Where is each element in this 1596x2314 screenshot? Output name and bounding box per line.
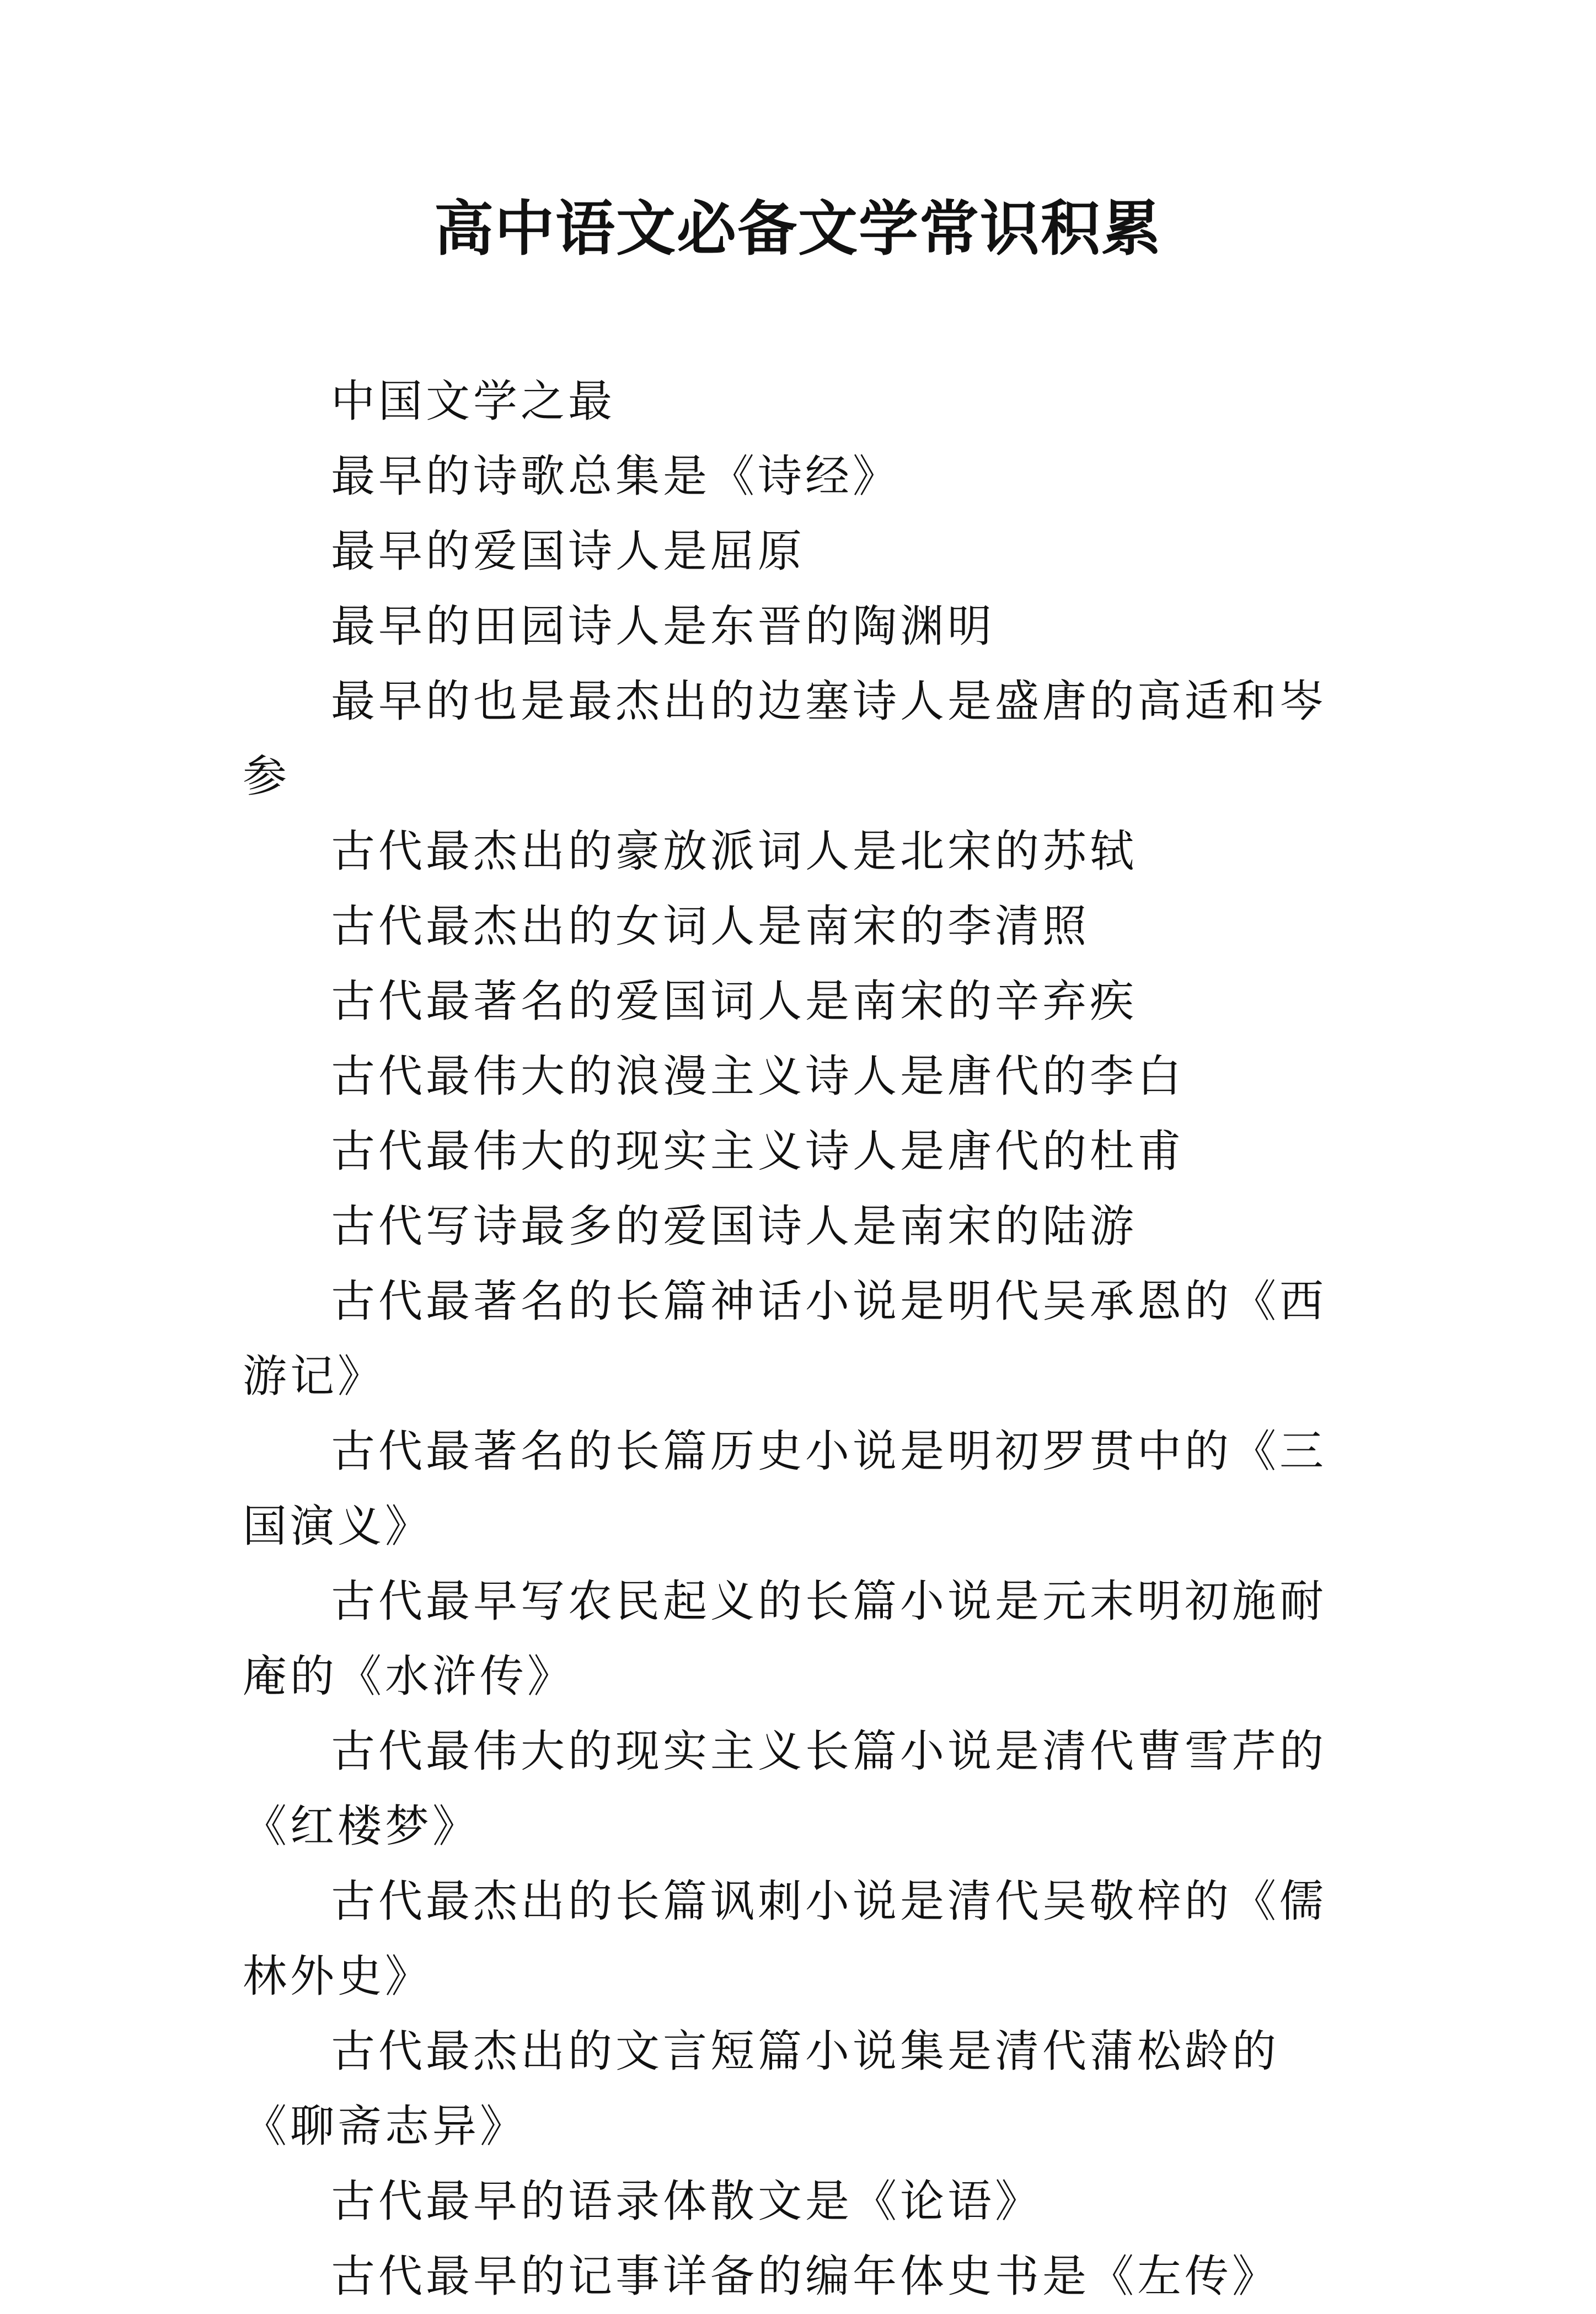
paragraph: 古代最著名的长篇历史小说是明初罗贯中的《三国演义》 (243, 1426, 1327, 1552)
paragraph: 古代最杰出的文言短篇小说集是清代蒲松龄的《聊斋志异》 (243, 2026, 1279, 2152)
paragraph: 古代最伟大的现实主义长篇小说是清代曹雪芹的《红楼梦》 (243, 1726, 1327, 1852)
paragraph: 古代最杰出的女词人是南宋的李清照 (331, 901, 1090, 952)
paragraph: 古代最早的语录体散文是《论语》 (331, 2176, 1042, 2227)
paragraph: 古代最伟大的浪漫主义诗人是唐代的李白 (331, 1051, 1185, 1102)
paragraph: 古代最杰出的豪放派词人是北宋的苏轼 (331, 826, 1137, 877)
paragraph: 中国文学之最 (331, 376, 615, 427)
paragraph: 最早的田园诗人是东晋的陶渊明 (331, 601, 995, 652)
paragraph: 古代最杰出的长篇讽刺小说是清代吴敬梓的《儒林外史》 (243, 1876, 1327, 2002)
paragraph: 古代写诗最多的爱国诗人是南宋的陆游 (331, 1201, 1137, 1252)
paragraph: 最早的也是最杰出的边塞诗人是盛唐的高适和岑参 (243, 676, 1327, 802)
paragraph: 古代最伟大的现实主义诗人是唐代的杜甫 (331, 1126, 1185, 1177)
document-body (243, 364, 1362, 2314)
paragraph: 古代最早的记事详备的编年体史书是《左传》 (331, 2251, 1279, 2302)
paragraph: 古代最早写农民起义的长篇小说是元末明初施耐庵的《水浒传》 (243, 1576, 1327, 1702)
paragraph: 最早的诗歌总集是《诗经》 (331, 451, 900, 502)
paragraph: 古代最著名的长篇神话小说是明代吴承恩的《西游记》 (243, 1276, 1327, 1402)
document-title: 高中语文必备文学常识积累 (433, 194, 1162, 264)
paragraph: 最早的爱国诗人是屈原 (331, 526, 805, 577)
paragraph: 古代最著名的爱国词人是南宋的辛弃疾 (331, 976, 1137, 1027)
